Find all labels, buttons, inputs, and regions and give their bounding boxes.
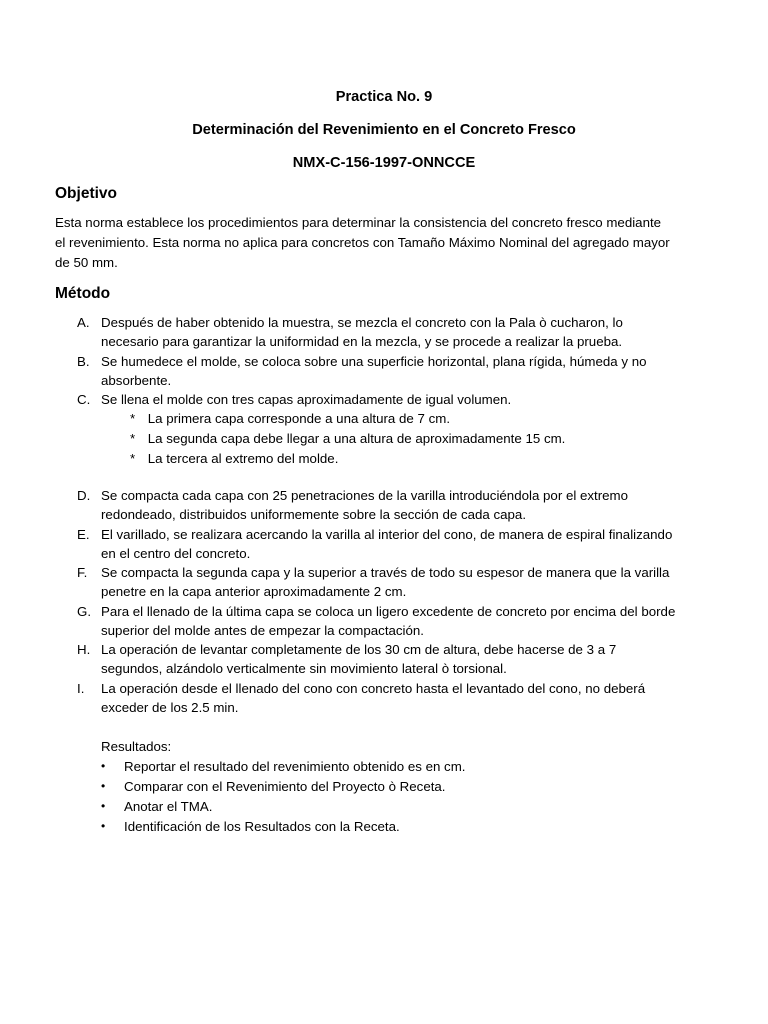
method-item-c bbox=[55, 390, 715, 409]
item-line: absorbente. bbox=[101, 373, 172, 389]
results-bullet bbox=[101, 797, 212, 816]
objective-line: de 50 mm. bbox=[55, 254, 118, 270]
method-item-f bbox=[55, 563, 715, 602]
bullet-text: Comparar con el Revenimiento del Proyecto ò Receta. bbox=[124, 779, 446, 794]
asterisk-marker: * bbox=[130, 431, 136, 446]
method-item-h bbox=[55, 640, 715, 679]
item-line: La operación desde el llenado del cono con concreto hasta el levantado del cono, no deberá bbox=[101, 681, 646, 696]
item-marker: D. bbox=[77, 488, 91, 503]
objective-line: el revenimiento. Esta norma no aplica para concretos con Tamaño Máximo Nominal del agregado mayor bbox=[55, 234, 670, 250]
item-line: Después de haber obtenido la muestra, se mezcla el concreto con la Pala ò cucharon, lo bbox=[101, 315, 623, 330]
item-line: El varillado, se realizara acercando la varilla al interior del cono, de manera de espiral finalizando bbox=[101, 527, 673, 542]
item-marker: B. bbox=[77, 354, 90, 369]
item-marker: H. bbox=[77, 642, 91, 657]
item-marker: G. bbox=[77, 604, 92, 619]
bullet-text: Reportar el resultado del revenimiento obtenido es en cm. bbox=[124, 759, 466, 774]
method-item-a bbox=[55, 313, 715, 352]
asterisk-marker: * bbox=[130, 451, 136, 466]
item-line: Se llena el molde con tres capas aproximadamente de igual volumen. bbox=[101, 392, 512, 407]
item-line: necesario para garantizar la uniformidad en la mezcla, y se procede a realizar la prueba. bbox=[101, 334, 623, 350]
item-line: penetre en la capa anterior aproximadamente 2 cm. bbox=[101, 584, 407, 600]
item-line: Se compacta cada capa con 25 penetraciones de la varilla introduciéndola por el extremo bbox=[101, 488, 629, 503]
sub-item-text: La tercera al extremo del molde. bbox=[147, 451, 339, 466]
item-line: en el centro del concreto. bbox=[101, 546, 251, 562]
bullet-dot: • bbox=[101, 819, 106, 833]
sub-item bbox=[130, 409, 450, 428]
method-item-e bbox=[55, 525, 715, 564]
item-line: redondeado, distribuidos uniformemente sobre la sección de cada capa. bbox=[101, 507, 527, 523]
item-marker: A. bbox=[77, 315, 90, 330]
objective-paragraph bbox=[55, 213, 715, 272]
asterisk-marker: * bbox=[130, 411, 136, 426]
method-heading: Método bbox=[55, 285, 111, 302]
item-line: La operación de levantar completamente de los 30 cm de altura, debe hacerse de 3 a 7 bbox=[101, 642, 617, 657]
document-title: Determinación del Revenimiento en el Concreto Fresco bbox=[192, 122, 576, 138]
item-line: superior del molde antes de empezar la compactación. bbox=[101, 623, 424, 639]
bullet-dot: • bbox=[101, 779, 106, 793]
method-item-g bbox=[55, 602, 715, 641]
objective-heading: Objetivo bbox=[55, 185, 118, 202]
sub-item bbox=[130, 449, 338, 468]
item-marker: I. bbox=[77, 681, 85, 696]
results-label: Resultados: bbox=[101, 739, 172, 754]
item-line: segundos, alzándolo verticalmente sin movimiento lateral ò torsional. bbox=[101, 661, 507, 677]
results-bullet bbox=[101, 757, 465, 776]
item-line: exceder de los 2.5 min. bbox=[101, 700, 239, 716]
method-item-b bbox=[55, 352, 715, 391]
method-item-i bbox=[55, 679, 715, 718]
item-marker: F. bbox=[77, 565, 88, 580]
results-bullet bbox=[101, 777, 446, 796]
sub-item-text: La primera capa corresponde a una altura de 7 cm. bbox=[147, 411, 451, 426]
norm-code: NMX-C-156-1997-ONNCCE bbox=[292, 155, 476, 171]
item-line: Se compacta la segunda capa y la superior a través de todo su espesor de manera que la varilla bbox=[101, 565, 670, 580]
results-bullet bbox=[101, 817, 400, 836]
sub-item-text: La segunda capa debe llegar a una altura de aproximadamente 15 cm. bbox=[147, 431, 566, 446]
practice-number: Practica No. 9 bbox=[335, 89, 433, 105]
sub-item bbox=[130, 429, 565, 448]
bullet-text: Anotar el TMA. bbox=[124, 799, 213, 814]
item-marker: E. bbox=[77, 527, 90, 542]
bullet-text: Identificación de los Resultados con la Receta. bbox=[124, 819, 400, 834]
bullet-dot: • bbox=[101, 799, 106, 813]
method-item-d bbox=[55, 486, 715, 525]
bullet-dot: • bbox=[101, 759, 106, 773]
item-line: Se humedece el molde, se coloca sobre una superficie horizontal, plana rígida, húmeda y no bbox=[101, 354, 647, 369]
item-marker: C. bbox=[77, 392, 91, 407]
item-line: Para el llenado de la última capa se coloca un ligero excedente de concreto por encima del borde bbox=[101, 604, 676, 619]
objective-line: Esta norma establece los procedimientos para determinar la consistencia del concreto fresco mediante bbox=[55, 215, 662, 230]
